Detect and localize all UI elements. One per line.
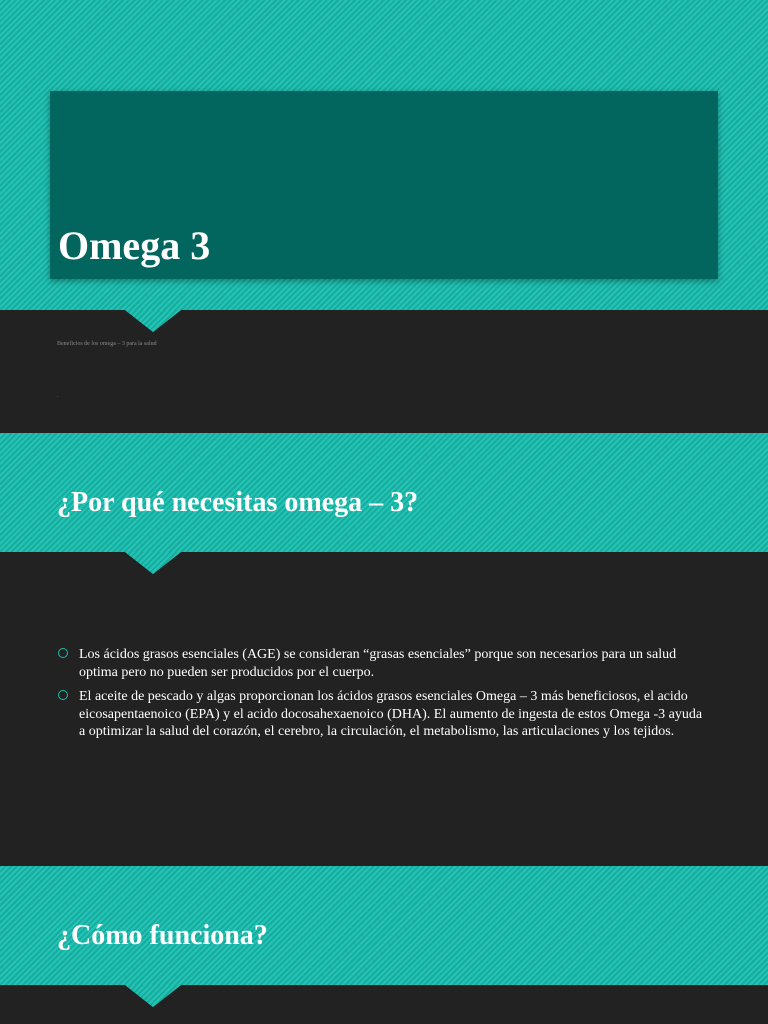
circle-bullet-icon [58, 690, 68, 700]
circle-bullet-icon [58, 648, 68, 658]
slide-subtitle: Beneficios de los omega – 3 para la salud [57, 341, 157, 347]
bullet-text: Los ácidos grasos esenciales (AGE) se consideran “grasas esenciales” porque son necesarios para un salud optima pero no pueden ser producidos por el cuerpo. [79, 647, 677, 680]
placeholder-dot: . [57, 393, 59, 399]
bullet-item [58, 646, 708, 681]
bullet-list [58, 646, 708, 748]
slide2-heading: ¿Por qué necesitas omega – 3? [57, 487, 419, 518]
slide3-heading: ¿Cómo funciona? [57, 920, 268, 951]
slide-title: Omega 3 [58, 223, 211, 268]
bullet-item [58, 688, 708, 741]
slide1-content-area [0, 310, 768, 433]
bullet-text: El aceite de pescado y algas proporcionan los ácidos grasos esenciales Omega – 3 más beneficiosos, el acido eicosapentaenoico (EPA) y el acido docosahexaenoico (DHA). El aumento de ingesta de estos Omega -3 ayuda a optimizar la salud del corazón, el cerebro, la circulación, el metabolismo, las articulaciones y los tejidos. [79, 689, 703, 739]
slide3-content-area [0, 985, 768, 1024]
title-box [50, 91, 718, 279]
